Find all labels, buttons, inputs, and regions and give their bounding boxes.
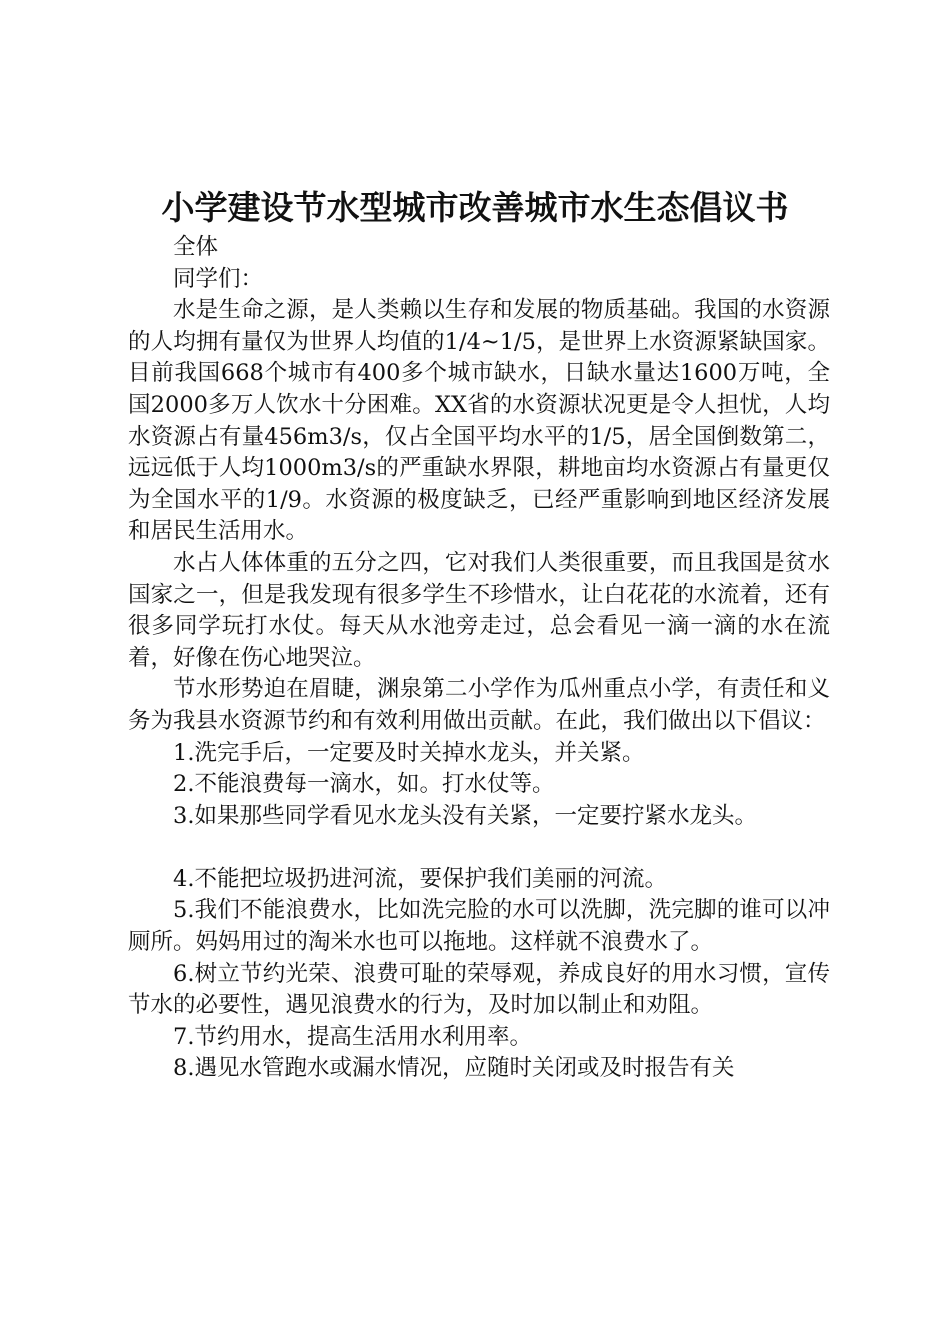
list-item: 1.洗完手后，一定要及时关掉水龙头，并关紧。 xyxy=(173,739,645,766)
list-item: 7.节约用水，提高生活用水利用率。 xyxy=(173,1023,532,1050)
document-title: 小学建设节水型城市改善城市水生态倡议书 xyxy=(161,188,789,227)
list-item: 2.不能浪费每一滴水，如。打水仗等。 xyxy=(173,771,555,798)
list-item: 3.如果那些同学看见水龙头没有关紧，一定要拧紧水龙头。 xyxy=(173,802,757,829)
list-item: 8.遇见水管跑水或漏水情况，应随时关闭或及时报告有关 xyxy=(173,1055,735,1082)
paragraph-water-resources: 水是生命之源，是人类赖以生存和发展的物质基础。我国的水资源的人均拥有量仅为世界人均值的1/4~1/5，是世界上水资源紧缺国家。目前我国668个城市有400多个城市缺水，日缺水量达1600万吨，全国2000多万人饮水十分困难。XX省的水资源状况更是令人担忧，人均水资源占有量456m3/s，仅占全国平均水平的1/5，居全国倒数第二，远远低于人均1000m3/s的严重缺水界限，耕地亩均水资源占有量更仅为全国水平的1/9。水资源的极度缺乏，已经严重影响到地区经济发展和居民生活用水。 xyxy=(128,297,830,545)
list-item: 5.我们不能浪费水，比如洗完脸的水可以洗脚，洗完脚的谁可以冲厕所。妈妈用过的淘米水也可以拖地。这样就不浪费水了。 xyxy=(128,897,830,956)
list-item: 4.不能把垃圾扔进河流，要保护我们美丽的河流。 xyxy=(173,865,667,892)
salutation-line-1: 全体 xyxy=(173,234,219,260)
paragraph-water-importance: 水占人体体重的五分之四，它对我们人类很重要，而且我国是贫水国家之一，但是我发现有很多学生不珍惜水，让白花花的水流着，还有很多同学玩打水仗。每天从水池旁走过，总会看见一滴一滴的水在流着，好像在伤心地哭泣。 xyxy=(128,549,830,671)
salutation-line-2: 同学们： xyxy=(173,265,264,292)
document-body xyxy=(128,232,830,1085)
paragraph-initiative-intro: 节水形势迫在眉睫，渊泉第二小学作为瓜州重点小学，有责任和义务为我县水资源节约和有效利用做出贡献。在此，我们做出以下倡议： xyxy=(128,676,830,734)
list-item: 6.树立节约光荣、浪费可耻的荣辱观，养成良好的用水习惯，宣传节水的必要性，遇见浪费水的行为，及时加以制止和劝阻。 xyxy=(128,960,830,1019)
